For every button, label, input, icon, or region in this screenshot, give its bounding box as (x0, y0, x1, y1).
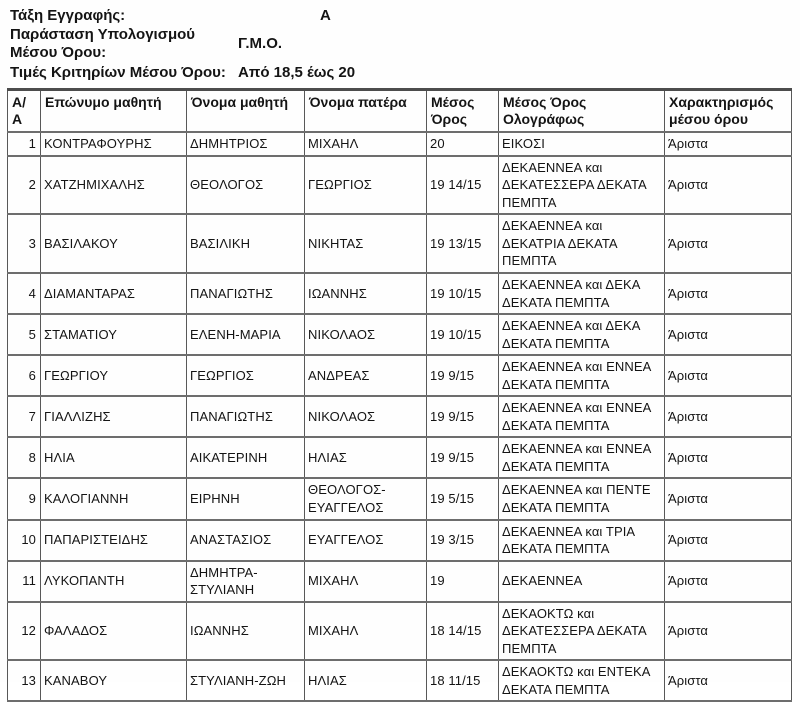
cell-surname: ΧΑΤΖΗΜΙΧΑΛΗΣ (41, 156, 187, 215)
cell-average-words: ΔΕΚΑΕΝΝΕΑ και ΔΕΚΑΤΕΣΣΕΡΑ ΔΕΚΑΤΑ ΠΕΜΠΤΑ (499, 156, 665, 215)
cell-average: 19 (427, 561, 499, 602)
table-row (8, 314, 792, 355)
cell-index: 13 (8, 660, 41, 701)
table-row (8, 355, 792, 396)
cell-characterization: Άριστα (665, 520, 792, 561)
cell-first-name: ΙΩΑΝΝΗΣ (187, 602, 305, 661)
cell-average: 19 10/15 (427, 314, 499, 355)
cell-father-name: ΗΛΙΑΣ (305, 437, 427, 478)
cell-average: 18 11/15 (427, 660, 499, 701)
cell-surname: ΚΑΝΑΒΟΥ (41, 660, 187, 701)
cell-first-name: ΒΑΣΙΛΙΚΗ (187, 214, 305, 273)
cell-first-name: ΕΙΡΗΝΗ (187, 478, 305, 519)
header-index: Α/Α (8, 90, 41, 133)
cell-average: 18 14/15 (427, 602, 499, 661)
cell-average-words: ΔΕΚΑΟΚΤΩ και ΕΝΤΕΚΑ ΔΕΚΑΤΑ ΠΕΜΠΤΑ (499, 660, 665, 701)
cell-father-name: ΜΙΧΑΗΛ (305, 602, 427, 661)
cell-surname: ΣΤΑΜΑΤΙΟΥ (41, 314, 187, 355)
cell-first-name: ΠΑΝΑΓΙΩΤΗΣ (187, 396, 305, 437)
cell-first-name: ΔΗΜΗΤΡΑ-ΣΤΥΛΙΑΝΗ (187, 561, 305, 602)
cell-father-name: ΝΙΚΗΤΑΣ (305, 214, 427, 273)
cell-characterization: Άριστα (665, 478, 792, 519)
cell-average-words: ΔΕΚΑΕΝΝΕΑ και ΔΕΚΑ ΔΕΚΑΤΑ ΠΕΜΠΤΑ (499, 273, 665, 314)
cell-index: 3 (8, 214, 41, 273)
grades-table-head (8, 90, 792, 133)
cell-father-name: ΝΙΚΟΛΑΟΣ (305, 396, 427, 437)
info-row-average-formula (10, 26, 780, 62)
cell-average-words: ΔΕΚΑΕΝΝΕΑ και ΕΝΝΕΑ ΔΕΚΑΤΑ ΠΕΜΠΤΑ (499, 437, 665, 478)
table-row (8, 156, 792, 215)
cell-index: 1 (8, 132, 41, 156)
cell-first-name: ΕΛΕΝΗ-ΜΑΡΙΑ (187, 314, 305, 355)
header-characterization: Χαρακτηρισμός μέσου όρου (665, 90, 792, 133)
table-row (8, 396, 792, 437)
cell-characterization: Άριστα (665, 355, 792, 396)
cell-average-words: ΔΕΚΑΕΝΝΕΑ και ΠΕΝΤΕ ΔΕΚΑΤΑ ΠΕΜΠΤΑ (499, 478, 665, 519)
cell-index: 9 (8, 478, 41, 519)
cell-surname: ΗΛΙΑ (41, 437, 187, 478)
cell-characterization: Άριστα (665, 156, 792, 215)
cell-characterization: Άριστα (665, 314, 792, 355)
cell-surname: ΓΙΑΛΛΙΖΗΣ (41, 396, 187, 437)
cell-characterization: Άριστα (665, 273, 792, 314)
cell-characterization: Άριστα (665, 660, 792, 701)
cell-average: 19 9/15 (427, 355, 499, 396)
cell-first-name: ΘΕΟΛΟΓΟΣ (187, 156, 305, 215)
header-row (8, 90, 792, 133)
cell-average-words: ΕΙΚΟΣΙ (499, 132, 665, 156)
cell-index: 4 (8, 273, 41, 314)
cell-first-name: ΑΝΑΣΤΑΣΙΟΣ (187, 520, 305, 561)
cell-father-name: ΕΥΑΓΓΕΛΟΣ (305, 520, 427, 561)
table-row (8, 273, 792, 314)
cell-surname: ΦΑΛΑΔΟΣ (41, 602, 187, 661)
cell-father-name: ΑΝΔΡΕΑΣ (305, 355, 427, 396)
table-row (8, 437, 792, 478)
cell-father-name: ΜΙΧΑΗΛ (305, 132, 427, 156)
cell-index: 7 (8, 396, 41, 437)
grades-table-body (8, 132, 792, 701)
cell-surname: ΚΑΛΟΓΙΑΝΝΗ (41, 478, 187, 519)
cell-first-name: ΣΤΥΛΙΑΝΗ-ΖΩΗ (187, 660, 305, 701)
cell-average-words: ΔΕΚΑΕΝΝΕΑ (499, 561, 665, 602)
cell-average: 19 10/15 (427, 273, 499, 314)
criteria-range-value: Από 18,5 έως 20 (238, 64, 356, 81)
cell-index: 5 (8, 314, 41, 355)
info-block (0, 0, 780, 82)
cell-first-name: ΑΙΚΑΤΕΡΙΝΗ (187, 437, 305, 478)
cell-average: 19 9/15 (427, 396, 499, 437)
cell-average-words: ΔΕΚΑΟΚΤΩ και ΔΕΚΑΤΕΣΣΕΡΑ ΔΕΚΑΤΑ ΠΕΜΠΤΑ (499, 602, 665, 661)
header-first-name: Όνομα μαθητή (187, 90, 305, 133)
cell-father-name: ΜΙΧΑΗΛ (305, 561, 427, 602)
table-row (8, 214, 792, 273)
table-row (8, 132, 792, 156)
table-row (8, 478, 792, 519)
cell-characterization: Άριστα (665, 561, 792, 602)
cell-surname: ΚΟΝΤΡΑΦΟΥΡΗΣ (41, 132, 187, 156)
cell-average-words: ΔΕΚΑΕΝΝΕΑ και ΤΡΙΑ ΔΕΚΑΤΑ ΠΕΜΠΤΑ (499, 520, 665, 561)
cell-surname: ΒΑΣΙΛΑΚΟΥ (41, 214, 187, 273)
info-row-criteria-range (10, 64, 780, 82)
table-row (8, 561, 792, 602)
registration-class-label: Τάξη Εγγραφής: (10, 7, 126, 24)
cell-average: 19 5/15 (427, 478, 499, 519)
cell-characterization: Άριστα (665, 396, 792, 437)
cell-average-words: ΔΕΚΑΕΝΝΕΑ και ΕΝΝΕΑ ΔΕΚΑΤΑ ΠΕΜΠΤΑ (499, 396, 665, 437)
cell-average: 19 3/15 (427, 520, 499, 561)
cell-index: 6 (8, 355, 41, 396)
table-row (8, 660, 792, 701)
cell-average: 19 14/15 (427, 156, 499, 215)
cell-surname: ΠΑΠΑΡΙΣΤΕΙΔΗΣ (41, 520, 187, 561)
cell-average: 20 (427, 132, 499, 156)
cell-father-name: ΗΛΙΑΣ (305, 660, 427, 701)
cell-index: 8 (8, 437, 41, 478)
average-formula-value: Γ.Μ.Ο. (238, 35, 283, 52)
info-row-registration-class (10, 7, 780, 25)
cell-characterization: Άριστα (665, 602, 792, 661)
cell-index: 12 (8, 602, 41, 661)
header-average: Μέσος Όρος (427, 90, 499, 133)
cell-average-words: ΔΕΚΑΕΝΝΕΑ και ΔΕΚΑ ΔΕΚΑΤΑ ΠΕΜΠΤΑ (499, 314, 665, 355)
cell-father-name: ΘΕΟΛΟΓΟΣ-ΕΥΑΓΓΕΛΟΣ (305, 478, 427, 519)
cell-father-name: ΝΙΚΟΛΑΟΣ (305, 314, 427, 355)
cell-father-name: ΙΩΑΝΝΗΣ (305, 273, 427, 314)
table-row (8, 520, 792, 561)
cell-average: 19 13/15 (427, 214, 499, 273)
cell-average: 19 9/15 (427, 437, 499, 478)
header-average-words: Μέσος Όρος Ολογράφως (499, 90, 665, 133)
cell-index: 2 (8, 156, 41, 215)
cell-index: 10 (8, 520, 41, 561)
cell-father-name: ΓΕΩΡΓΙΟΣ (305, 156, 427, 215)
cell-first-name: ΠΑΝΑΓΙΩΤΗΣ (187, 273, 305, 314)
criteria-range-label: Τιμές Κριτηρίων Μέσου Όρου: (10, 64, 226, 81)
average-formula-label: Παράσταση Υπολογισμού Μέσου Όρου: (10, 26, 196, 61)
header-surname: Επώνυμο μαθητή (41, 90, 187, 133)
header-father-name: Όνομα πατέρα (305, 90, 427, 133)
registration-class-value: Α (320, 7, 331, 24)
cell-surname: ΛΥΚΟΠΑΝΤΗ (41, 561, 187, 602)
grades-table (7, 88, 792, 702)
cell-first-name: ΔΗΜΗΤΡΙΟΣ (187, 132, 305, 156)
cell-characterization: Άριστα (665, 214, 792, 273)
cell-first-name: ΓΕΩΡΓΙΟΣ (187, 355, 305, 396)
cell-surname: ΓΕΩΡΓΙΟΥ (41, 355, 187, 396)
cell-average-words: ΔΕΚΑΕΝΝΕΑ και ΕΝΝΕΑ ΔΕΚΑΤΑ ΠΕΜΠΤΑ (499, 355, 665, 396)
cell-characterization: Άριστα (665, 437, 792, 478)
cell-characterization: Άριστα (665, 132, 792, 156)
cell-average-words: ΔΕΚΑΕΝΝΕΑ και ΔΕΚΑΤΡΙΑ ΔΕΚΑΤΑ ΠΕΜΠΤΑ (499, 214, 665, 273)
cell-surname: ΔΙΑΜΑΝΤΑΡΑΣ (41, 273, 187, 314)
cell-index: 11 (8, 561, 41, 602)
table-row (8, 602, 792, 661)
